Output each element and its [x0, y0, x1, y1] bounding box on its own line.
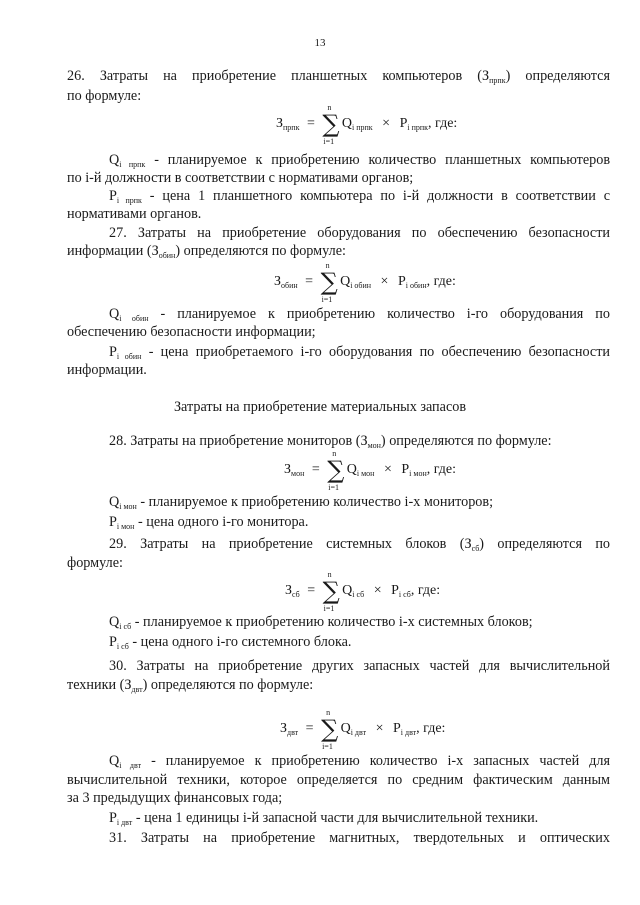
- sum-sign: n ∑ i=1: [321, 708, 339, 751]
- formula-obin: $З_{обин}$ = n ∑ i=1 $Q_{i обин} \times P_{i обин}$, где:: [274, 261, 456, 304]
- p28-line1: 28. Затраты на приобретение мониторов $(З_{мон})$ определяются по формуле:: [109, 433, 552, 450]
- p30-def-q: $Q_{i двт}$ - планируемое к приобретению количество i-х запасных частей для: [109, 753, 610, 770]
- p29-def-q: $Q_{i сб}$ - планируемое к приобретению количество i-х системных блоков;: [109, 614, 533, 631]
- sum-sign: n ∑ i=1: [322, 570, 340, 613]
- p27-line1: 27. Затраты на приобретение оборудования по обеспечению безопасности: [109, 225, 610, 241]
- page-number: 13: [314, 37, 326, 49]
- formula-sb: $З_{сб}$ = n ∑ i=1 $Q_{i сб} \times P_{i сб}$, где:: [285, 570, 441, 613]
- p26-def-q-cont: по i-й должности в соответствии с нормативами органов;: [67, 170, 414, 186]
- p27-def-q: $Q_{i обин}$ - планируемое к приобретению количество i-го оборудования по: [109, 306, 610, 323]
- p29-line2: формуле:: [67, 555, 123, 571]
- formula-mon: $З_{мон}$ = n ∑ i=1 $Q_{i мон} \times P_{i мон}$, где:: [284, 449, 457, 492]
- sum-sign: n ∑ i=1: [327, 449, 345, 492]
- p30-def-q-cont2: за 3 предыдущих финансовых года;: [67, 790, 283, 806]
- p29-line1: 29. Затраты на приобретение системных блоков $(З_{сб})$ определяются по: [109, 536, 611, 553]
- p27-def-q-cont: обеспечению безопасности информации;: [67, 324, 316, 340]
- p30-line2: техники $(З_{двт})$ определяются по формуле:: [67, 677, 314, 694]
- p26-line1: 26. Затраты на приобретение планшетных компьютеров $(З_{прпк})$ определяются: [67, 68, 611, 85]
- p30-def-p: $P_{i двт}$ - цена 1 единицы i-й запасной части для вычислительной техники.: [109, 810, 539, 827]
- p30-line1: 30. Затраты на приобретение других запасных частей для вычислительной: [109, 658, 610, 674]
- p28-def-q: $Q_{i мон}$ - планируемое к приобретению количество i-х мониторов;: [109, 494, 494, 511]
- p27-def-p-cont: информации.: [67, 362, 147, 378]
- formula-dvt: $З_{двт}$ = n ∑ i=1 $Q_{i двт} \times P_{i двт}$, где:: [280, 708, 446, 751]
- p27-line2: информации $(З_{обин})$ определяются по формуле:: [67, 243, 346, 260]
- p27-def-p: $P_{i обин}$ - цена приобретаемого i-го оборудования по обеспечению безопасности: [109, 344, 611, 361]
- p26-def-p-cont: нормативами органов.: [67, 206, 202, 222]
- p26-def-p: $P_{i прпк}$ - цена 1 планшетного компьютера по i-й должности в соответствии с: [109, 188, 611, 205]
- sum-sign: n ∑ i=1: [320, 261, 338, 304]
- p31-line1: 31. Затраты на приобретение магнитных, твердотельных и оптических: [109, 830, 610, 846]
- section-heading: Затраты на приобретение материальных запасов: [173, 399, 467, 415]
- p26-line2: по формуле:: [67, 88, 142, 104]
- formula-prpk: $З_{прпк}$ = n ∑ i=1 $Q_{i прпк} \times P_{i прпк}$, где:: [276, 103, 458, 146]
- p29-def-p: $P_{i сб}$ - цена одного i-го системного блока.: [109, 634, 352, 651]
- sum-sign: n ∑ i=1: [322, 103, 340, 146]
- p26-def-q: $Q_{i прпк}$ - планируемое к приобретению количество планшетных компьютеров: [109, 152, 611, 169]
- p30-def-q-cont1: вычислительной техники, которое определяется по средним фактическим данным: [67, 772, 610, 788]
- p28-def-p: $P_{i мон}$ - цена одного i-го монитора.: [109, 514, 309, 531]
